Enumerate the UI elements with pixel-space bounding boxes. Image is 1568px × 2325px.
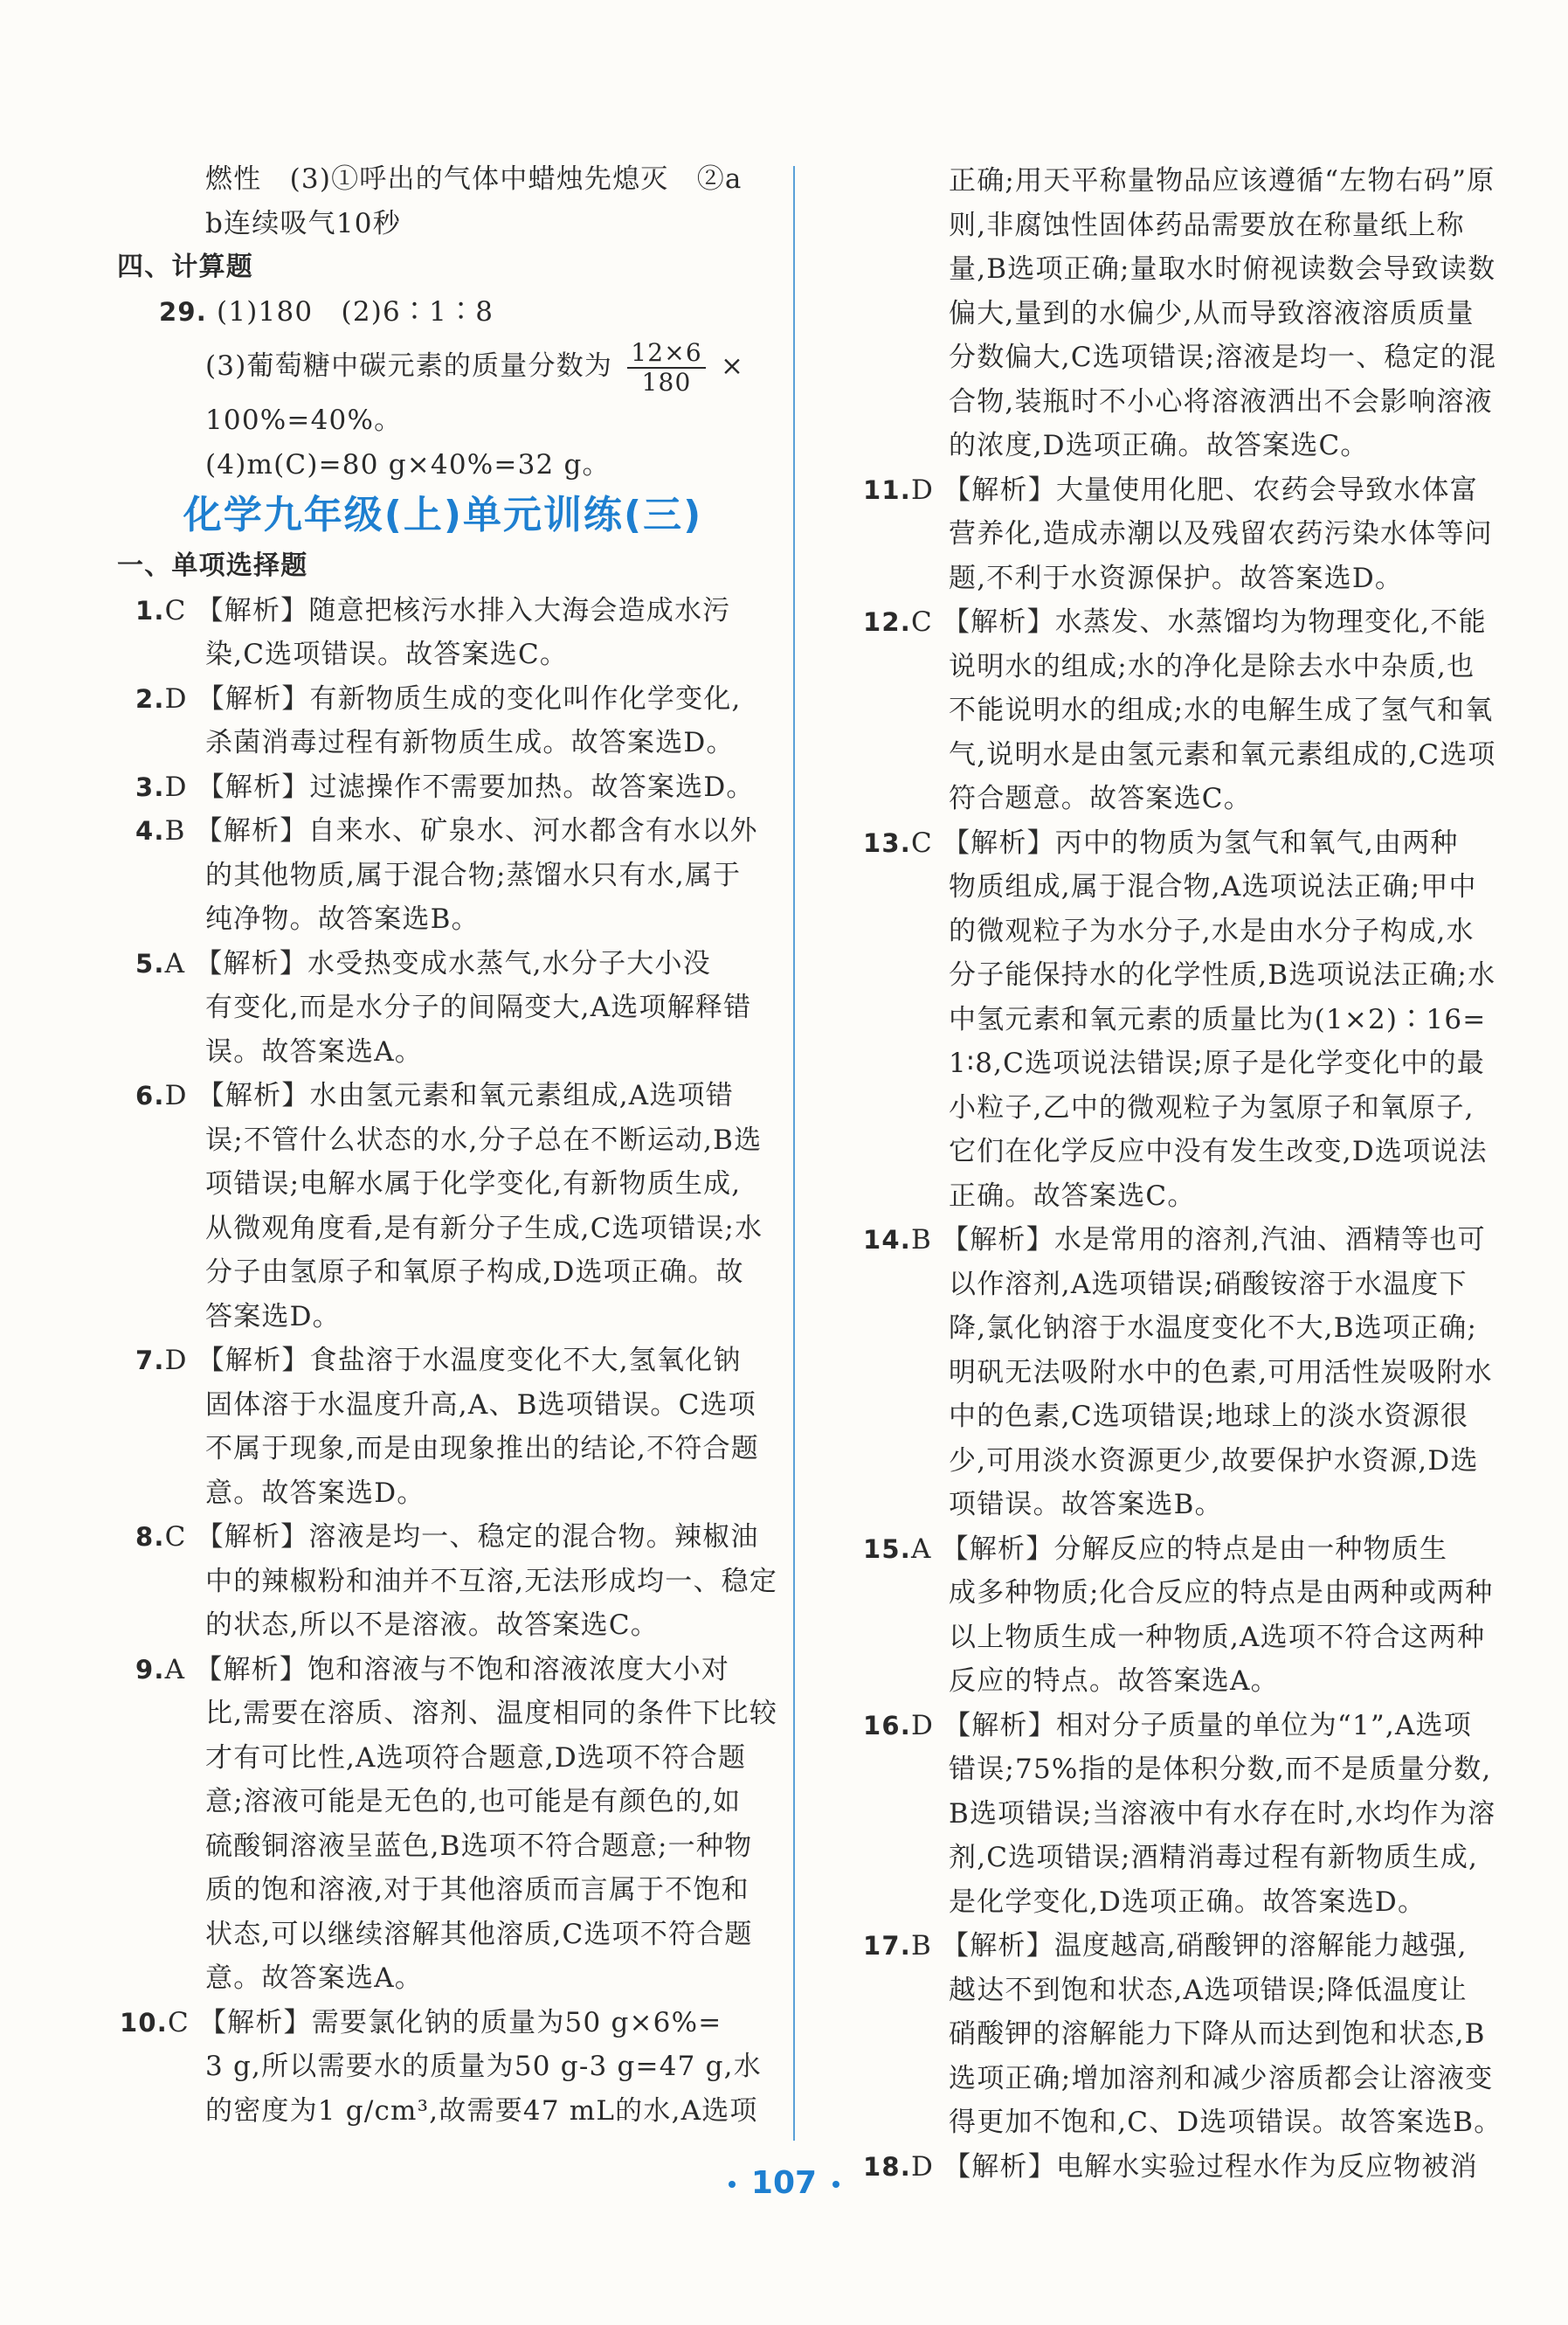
answer-line: 题,不利于水资源保护。故答案选D。 <box>949 562 1404 594</box>
answer-text: D 【解析】过滤操作不需要加热。故答案选D。 <box>164 771 755 803</box>
q29-line3: 100%=40%。 <box>205 405 403 436</box>
answer-line <box>120 589 784 633</box>
answer-line: B选项错误;当溶液中有水存在时,水均作为溶 <box>949 1797 1496 1830</box>
answer-line: 分子由氢原子和氧原子构成,D选项正确。故 <box>205 1256 744 1288</box>
answer-line: 降,氯化钠溶于水温度变化不大,B选项正确; <box>949 1312 1478 1344</box>
answer-line <box>120 809 784 854</box>
answer-line <box>120 1339 784 1383</box>
answer-line: 符合题意。故答案选C。 <box>949 783 1252 814</box>
answer-text: B 【解析】自来水、矿泉水、河水都含有水以外 <box>164 815 758 847</box>
question-number: 3. <box>135 772 165 802</box>
text-line: b连续吸气10秒 <box>205 207 401 239</box>
answer-line: 正确。故答案选C。 <box>949 1180 1196 1212</box>
text-line: 的浓度,D选项正确。故答案选C。 <box>949 430 1369 461</box>
answer-line: 硝酸钾的溶解能力下降从而达到饱和状态,B <box>949 2018 1486 2050</box>
answer-line <box>863 1218 1527 1263</box>
question-number: 2. <box>135 683 165 714</box>
answer-line <box>120 2001 784 2045</box>
answer-line: 硫酸铜溶液呈蓝色,B选项不符合题意;一种物 <box>205 1830 753 1862</box>
answer-text: C 【解析】需要氯化钠的质量为50 g×6%= <box>167 2006 722 2038</box>
column-divider <box>793 166 795 2141</box>
answer-line: 的其他物质,属于混合物;蒸馏水只有水,属于 <box>205 859 742 891</box>
answer-line: 意。故答案选D。 <box>205 1477 425 1509</box>
question-number: 9. <box>135 1654 165 1685</box>
q29-text: (3)葡萄糖中碳元素的质量分数为 <box>205 350 613 382</box>
answer-line: 意;溶液可能是无色的,也可能是有颜色的,如 <box>205 1786 742 1817</box>
answer-line: 固体溶于水温度升高,A、B选项错误。C选项 <box>205 1388 756 1421</box>
answer-line: 选项正确;增加溶剂和减少溶质都会让溶液变 <box>949 2062 1494 2094</box>
answer-line <box>863 468 1527 513</box>
answer-line: 有变化,而是水分子的间隔变大,A选项解释错 <box>205 992 752 1023</box>
answer-text: C 【解析】随意把核污水排入大海会造成水污 <box>164 594 731 626</box>
answer-line: 越达不到饱和状态,A选项错误;降低温度让 <box>949 1974 1468 2006</box>
answer-text: A 【解析】水受热变成水蒸气,水分子大小没 <box>164 947 711 979</box>
answer-line: 染,C选项错误。故答案选C。 <box>205 639 569 670</box>
answer-line: 营养化,造成赤潮以及残留农药污染水体等问 <box>949 518 1493 550</box>
q29-text: (1)180 (2)6∶1∶8 <box>217 295 494 328</box>
answer-line: 不能说明水的组成;水的电解生成了氢气和氧 <box>949 695 1494 726</box>
question-number: 10. <box>120 2007 168 2038</box>
question-number: 12. <box>863 607 911 637</box>
dot-icon <box>729 2181 736 2188</box>
question-number: 18. <box>863 2151 911 2182</box>
q29-line2 <box>120 334 784 398</box>
right-question-list <box>863 468 1527 2190</box>
answer-text: B 【解析】温度越高,硝酸钾的溶解能力越强, <box>910 1930 1468 1962</box>
answer-line: 的状态,所以不是溶液。故答案选C。 <box>205 1609 659 1641</box>
text-line: 分数偏大,C选项错误;溶液是均一、稳定的混 <box>949 342 1497 373</box>
answer-line <box>120 1515 784 1560</box>
answer-text: A 【解析】分解反应的特点是由一种物质生 <box>910 1533 1448 1565</box>
answer-text: B 【解析】水是常用的溶剂,汽油、酒精等也可 <box>910 1224 1486 1256</box>
answer-line: 才有可比性,A选项符合题意,D选项不符合题 <box>205 1741 747 1774</box>
answer-text: D 【解析】食盐溶于水温度变化不大,氢氧化钠 <box>164 1345 742 1376</box>
answer-line: 物质组成,属于混合物,A选项说法正确;甲中 <box>949 871 1477 903</box>
answer-line: 3 g,所以需要水的质量为50 g-3 g=47 g,水 <box>205 2051 762 2082</box>
question-number: 29. <box>159 296 207 327</box>
answer-line: 从微观角度看,是有新分子生成,C选项错误;水 <box>205 1212 763 1244</box>
fraction <box>627 339 706 397</box>
question-number: 1. <box>135 595 165 626</box>
answer-line: 不属于现象,而是由现象推出的结论,不符合题 <box>205 1433 759 1464</box>
q29-line4: (4)m(C)=80 g×40%=32 g。 <box>205 448 611 481</box>
answer-line: 错误;75%指的是体积分数,而不是质量分数, <box>949 1754 1492 1785</box>
text-line: 偏大,量到的水偏少,从而导致溶液溶质质量 <box>949 297 1475 329</box>
question-number: 16. <box>863 1710 911 1740</box>
answer-line: 中氢元素和氧元素的质量比为(1×2)∶16= <box>949 1003 1487 1035</box>
answer-line <box>863 1527 1527 1572</box>
answer-text: C 【解析】水蒸发、水蒸馏均为物理变化,不能 <box>910 606 1487 638</box>
answer-line: 答案选D。 <box>205 1300 341 1332</box>
answer-line: 得更加不饱和,C、D选项错误。故答案选B。 <box>949 2107 1502 2138</box>
answer-line: 项错误。故答案选B。 <box>949 1489 1223 1520</box>
answer-text: D 【解析】电解水实验过程水作为反应物被消 <box>910 2150 1478 2183</box>
answer-text: D 【解析】有新物质生成的变化叫作化学变化, <box>164 682 742 715</box>
answer-line: 意。故答案选A。 <box>205 1962 423 1994</box>
question-number: 17. <box>863 1931 911 1961</box>
answer-line: 少,可用淡水资源更少,故要保护水资源,D选 <box>949 1444 1479 1477</box>
question-number: 15. <box>863 1533 911 1564</box>
answer-line <box>120 1648 784 1692</box>
answer-text: A 【解析】饱和溶液与不饱和溶液浓度大小对 <box>164 1653 730 1685</box>
answer-line: 误;不管什么状态的水,分子总在不断运动,B选 <box>205 1124 763 1156</box>
answer-line: 明矾无法吸附水中的色素,可用活性炭吸附水 <box>949 1356 1493 1388</box>
answer-text: C 【解析】溶液是均一、稳定的混合物。辣椒油 <box>164 1521 759 1553</box>
q29-line1 <box>120 290 784 335</box>
left-question-list <box>120 589 784 2134</box>
fraction-numerator: 12×6 <box>627 339 706 369</box>
question-number: 7. <box>135 1346 165 1375</box>
answer-text: C 【解析】丙中的物质为氢气和氧气,由两种 <box>910 827 1459 859</box>
answer-line <box>120 677 784 722</box>
answer-line <box>863 1924 1527 1969</box>
q29-text: × <box>720 350 745 382</box>
answer-line: 的微观粒子为水分子,水是由水分子构成,水 <box>949 915 1475 947</box>
answer-text: D 【解析】相对分子质量的单位为“1”,A选项 <box>910 1709 1472 1741</box>
answer-line <box>120 1074 784 1118</box>
answer-line: 以上物质生成一种物质,A选项不符合这两种 <box>949 1621 1486 1653</box>
text-line: 燃性 (3)①呼出的气体中蜡烛先熄灭 ②a <box>205 163 743 195</box>
answer-line: 气,说明水是由氢元素和氧元素组成的,C选项 <box>949 738 1496 771</box>
answer-line: 分子能保持水的化学性质,B选项说法正确;水 <box>949 959 1496 991</box>
answer-line: 说明水的组成;水的净化是除去水中杂质,也 <box>949 650 1475 682</box>
answer-line <box>863 821 1527 866</box>
answer-line: 质的饱和溶液,对于其他溶质而言属于不饱和 <box>205 1874 749 1906</box>
question-number: 6. <box>135 1081 165 1111</box>
answer-line: 比,需要在溶质、溶剂、温度相同的条件下比较 <box>205 1698 778 1729</box>
answer-line: 1∶8,C选项说法错误;原子是化学变化中的最 <box>949 1048 1485 1079</box>
answer-line: 小粒子,乙中的微观粒子为氢原子和氧原子, <box>949 1091 1475 1124</box>
answer-line: 成多种物质;化合反应的特点是由两种或两种 <box>949 1577 1494 1609</box>
answer-line: 中的色素,C选项错误;地球上的淡水资源很 <box>949 1401 1469 1432</box>
question-number: 11. <box>863 474 911 505</box>
answer-line: 项错误;电解水属于化学变化,有新物质生成, <box>205 1168 742 1200</box>
text-line: 合物,装瓶时不小心将溶液洒出不会影响溶液 <box>949 385 1493 418</box>
answer-line: 的密度为1 g/cm³,故需要47 mL的水,A选项 <box>205 2094 758 2127</box>
answer-text: D 【解析】水由氢元素和氧元素组成,A选项错 <box>164 1080 734 1111</box>
answer-line: 杀菌消毒过程有新物质生成。故答案选D。 <box>205 727 735 758</box>
page-number <box>0 2165 1568 2201</box>
question-number: 5. <box>135 948 165 979</box>
answer-text: D 【解析】大量使用化肥、农药会导致水体富 <box>910 474 1478 506</box>
answer-line: 以作溶剂,A选项错误;硝酸铵溶于水温度下 <box>949 1268 1468 1300</box>
answer-line <box>863 1704 1527 1748</box>
question-number: 14. <box>863 1225 911 1255</box>
right-column <box>863 159 1527 2189</box>
answer-line: 反应的特点。故答案选A。 <box>949 1665 1279 1697</box>
page-number-text: 107 <box>750 2165 818 2201</box>
left-column <box>117 157 784 2133</box>
question-number: 8. <box>135 1522 165 1552</box>
text-line: 则,非腐蚀性固体药品需要放在称量纸上称 <box>949 209 1465 241</box>
answer-line: 剂,C选项错误;酒精消毒过程有新物质生成, <box>949 1842 1479 1873</box>
question-number: 13. <box>863 827 911 858</box>
text-line: 正确;用天平称量物品应该遵循“左物右码”原 <box>949 165 1495 197</box>
answer-line: 纯净物。故答案选B。 <box>205 903 480 935</box>
dot-icon <box>832 2181 839 2188</box>
answer-line: 它们在化学反应中没有发生改变,D选项说法 <box>949 1136 1488 1167</box>
question-number: 4. <box>135 816 165 846</box>
fraction-denominator: 180 <box>641 367 692 397</box>
unit-title: 化学九年级(上)单元训练(三) <box>183 493 703 537</box>
answer-line: 是化学变化,D选项正确。故答案选D。 <box>949 1886 1426 1918</box>
section-heading-choice: 一、单项选择题 <box>117 550 308 581</box>
section-heading-calc: 四、计算题 <box>117 252 253 282</box>
answer-line: 中的辣椒粉和油并不互溶,无法形成均一、稳定 <box>205 1565 778 1597</box>
answer-line: 状态,可以继续溶解其他溶质,C选项不符合题 <box>205 1918 753 1950</box>
answer-line <box>120 765 784 810</box>
answer-line <box>120 942 784 986</box>
answer-line: 误。故答案选A。 <box>205 1035 423 1068</box>
text-line: 量,B选项正确;量取水时俯视读数会导致读数 <box>949 253 1496 285</box>
answer-line <box>863 600 1527 645</box>
